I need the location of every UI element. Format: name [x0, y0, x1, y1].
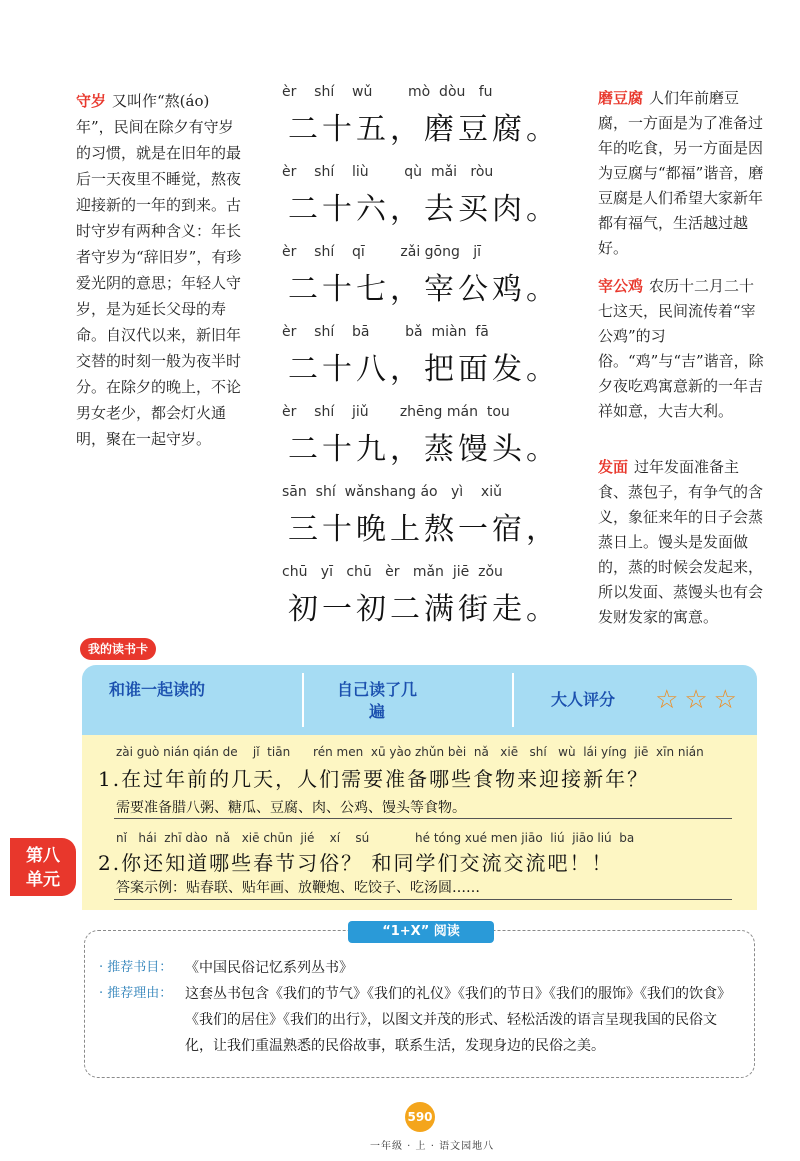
question-text: 2.你还知道哪些春节习俗？ 和同学们交流交流吧！！ [98, 851, 614, 875]
poem-pinyin: chū yī chū èr mǎn jiē zǒu [282, 564, 503, 580]
note-text: 人们年前磨豆腐，一方面是为了准备过年的吃食，另一方面是因为豆腐与“都福”谐音，磨豆腐是人们希望大家新年都有福气，生活越过越好。 [598, 89, 764, 257]
card-adult-score: 大人评分 [550, 690, 615, 709]
question-pinyin: zài guò nián qián de jǐ tiān rén men xū yào zhǔn bèi nǎ xiē shí wù lái yíng jiē xīn nián [116, 745, 704, 759]
questions-box [82, 735, 757, 910]
reason-label: · 推荐理由： [99, 986, 173, 1001]
poem-pinyin: èr shí bā bǎ miàn fā [282, 324, 489, 340]
note-famian [598, 455, 768, 630]
answer-text[interactable]: 需要准备腊八粥、糖瓜、豆腐、肉、公鸡、馒头等食物。 [116, 800, 466, 816]
note-term: 磨豆腐 [598, 89, 644, 107]
note-text: 又叫作“熬(áo)年”，民间在除夕有守岁的习惯，就是在旧年的最后一天夜里不睡觉，熬夜迎接新的一年的到来。古时守岁有两种含义：年长者守岁为“辞旧岁”，有珍爱光阴的意思；年轻人守岁，是为延长父母的寿命。自汉代以来，新旧年交替的时刻一般为夜半时分。在除夕的晚上，不论男女老少，都会灯火通明，聚在一起守岁。 [76, 92, 242, 448]
note-shousui [76, 88, 246, 452]
book-label: · 推荐书目： [99, 960, 173, 975]
note-text: 农历十二月二十七这天，民间流传着“宰公鸡”的习俗。“鸡”与“吉”谐音，除夕夜吃鸡寓意新的一年吉祥如意，大吉大利。 [598, 277, 764, 420]
unit-tab-label: 第八单元 [26, 846, 60, 890]
page-number: 590 [405, 1102, 435, 1132]
question-pinyin: nǐ hái zhī dào nǎ xiē chūn jié xí sú hé tóng xué men jiāo liú jiāo liú ba [116, 831, 635, 845]
reading-card-tag: 我的读书卡 [80, 638, 156, 660]
poem-hanzi: 二十六，去买肉。 [288, 192, 560, 227]
answer-text[interactable]: 答案示例：贴春联、贴年画、放鞭炮、吃饺子、吃汤圆…… [116, 880, 480, 896]
question-text: 1.在过年前的几天，人们需要准备哪些食物来迎接新年？ [98, 767, 650, 791]
reason-text: 这套丛书包含《我们的节气》《我们的礼仪》《我们的节日》《我们的服饰》《我们的饮食》《我们的居住》《我们的出行》，以图文并茂的形式、轻松活泼的语言呈现我国的民俗文化，让我们重温熟悉的民俗故事，联系生活，发现身边的民俗之美。 [185, 986, 731, 1054]
card-read-with: 和谁一起读的 [108, 680, 205, 699]
unit-tab[interactable] [10, 838, 76, 896]
poem-pinyin: èr shí liù qù mǎi ròu [282, 164, 494, 180]
reading-card [82, 665, 757, 735]
card-read-times: 自己读了几遍 [336, 680, 417, 721]
note-zaigongji [598, 274, 768, 424]
poem-pinyin: sān shí wǎnshang áo yì xiǔ [282, 484, 502, 500]
note-term: 守岁 [76, 92, 107, 110]
poem-pinyin: èr shí wǔ mò dòu fu [282, 84, 493, 100]
reading-title: “1+X” 阅读 [348, 921, 494, 943]
poem-pinyin: èr shí qī zǎi gōng jī [282, 244, 482, 260]
answer-line [114, 818, 732, 819]
card-divider [302, 673, 304, 727]
poem-hanzi: 三十晚上熬一宿， [288, 512, 560, 547]
poem-hanzi: 二十七，宰公鸡。 [288, 272, 560, 307]
note-term: 宰公鸡 [598, 277, 644, 295]
poem-pinyin: èr shí jiǔ zhēng mán tou [282, 404, 510, 420]
note-term: 发面 [598, 458, 629, 476]
note-modoufu [598, 86, 768, 261]
footer-text: 一年级 · 上 · 语文园地八 [370, 1141, 495, 1152]
poem-hanzi: 二十九，蒸馒头。 [288, 432, 560, 467]
card-divider [512, 673, 514, 727]
answer-line [114, 899, 732, 900]
book-title: 《中国民俗记忆系列丛书》 [185, 960, 353, 976]
poem-hanzi: 初一初二满街走。 [288, 592, 560, 627]
poem-hanzi: 二十八，把面发。 [288, 352, 560, 387]
poem-hanzi: 二十五，磨豆腐。 [288, 112, 560, 147]
reading-box [84, 930, 755, 1078]
note-text: 过年发面准备主食、蒸包子，有争气的含义，象征来年的日子会蒸蒸日上。馒头是发面做的，蒸的时候会发起来，所以发面、蒸馒头也有会发财发家的寓意。 [598, 458, 764, 626]
star-rating[interactable]: ☆☆☆ [655, 685, 743, 715]
